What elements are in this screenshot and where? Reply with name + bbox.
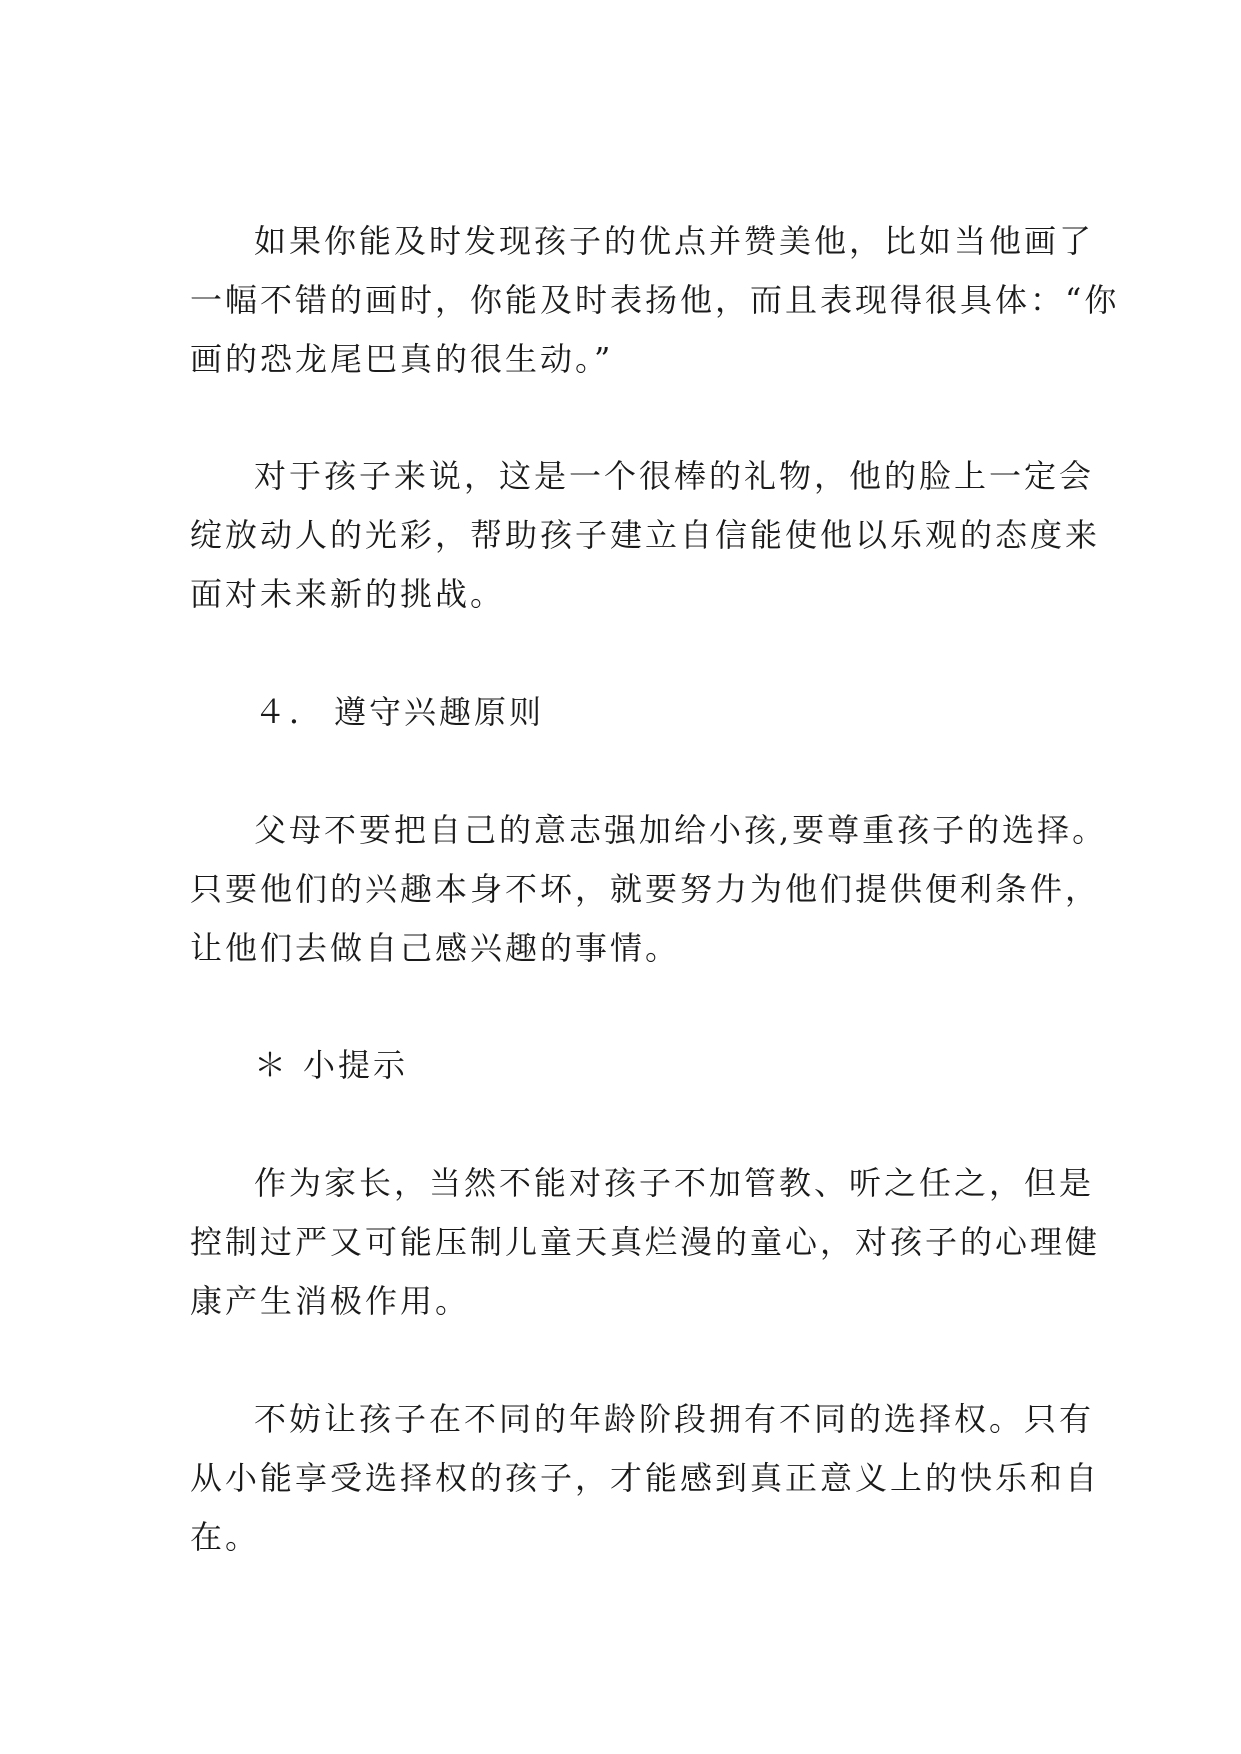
asterisk-icon: ＊ <box>254 1046 290 1084</box>
paragraph-line: 绽放动人的光彩，帮助孩子建立自信能使他以乐观的态度来 <box>190 516 1101 554</box>
tip-title: 小提示 <box>303 1046 409 1084</box>
paragraph-praise-specifics <box>190 212 1120 389</box>
section-number: ４． <box>254 693 325 731</box>
paragraph-line: 康产生消极作用。 <box>190 1282 471 1320</box>
paragraph-line: 在。 <box>190 1518 261 1556</box>
paragraph-line: 控制过严又可能压制儿童天真烂漫的童心，对孩子的心理健 <box>190 1223 1101 1261</box>
paragraph-parental-control <box>190 1154 1101 1331</box>
paragraph-line: 如果你能及时发现孩子的优点并赞美他，比如当他画了 <box>254 222 1095 260</box>
paragraph-line: 不妨让孩子在不同的年龄阶段拥有不同的选择权。只有 <box>254 1400 1095 1438</box>
paragraph-line: 只要他们的兴趣本身不坏，就要努力为他们提供便利条件， <box>190 870 1101 908</box>
paragraph-line: 父母不要把自己的意志强加给小孩,要尊重孩子的选择。 <box>254 811 1108 849</box>
paragraph-line: 一幅不错的画时，你能及时表扬他，而且表现得很具体：“你 <box>190 281 1120 319</box>
paragraph-line: 面对未来新的挑战。 <box>190 575 506 613</box>
section-heading-interest-principle <box>254 683 544 742</box>
paragraph-line: 作为家长，当然不能对孩子不加管教、听之任之，但是 <box>254 1164 1095 1202</box>
section-title: 遵守兴趣原则 <box>334 693 545 731</box>
paragraph-line: 从小能享受选择权的孩子，才能感到真正意义上的快乐和自 <box>190 1459 1101 1497</box>
paragraph-respect-choice <box>190 801 1108 978</box>
paragraph-line: 让他们去做自己感兴趣的事情。 <box>190 929 681 967</box>
paragraph-gift-confidence <box>190 447 1101 624</box>
tip-heading <box>254 1036 408 1095</box>
paragraph-line: 对于孩子来说，这是一个很棒的礼物，他的脸上一定会 <box>254 457 1095 495</box>
paragraph-right-to-choose <box>190 1390 1101 1567</box>
paragraph-line: 画的恐龙尾巴真的很生动。” <box>190 340 614 378</box>
